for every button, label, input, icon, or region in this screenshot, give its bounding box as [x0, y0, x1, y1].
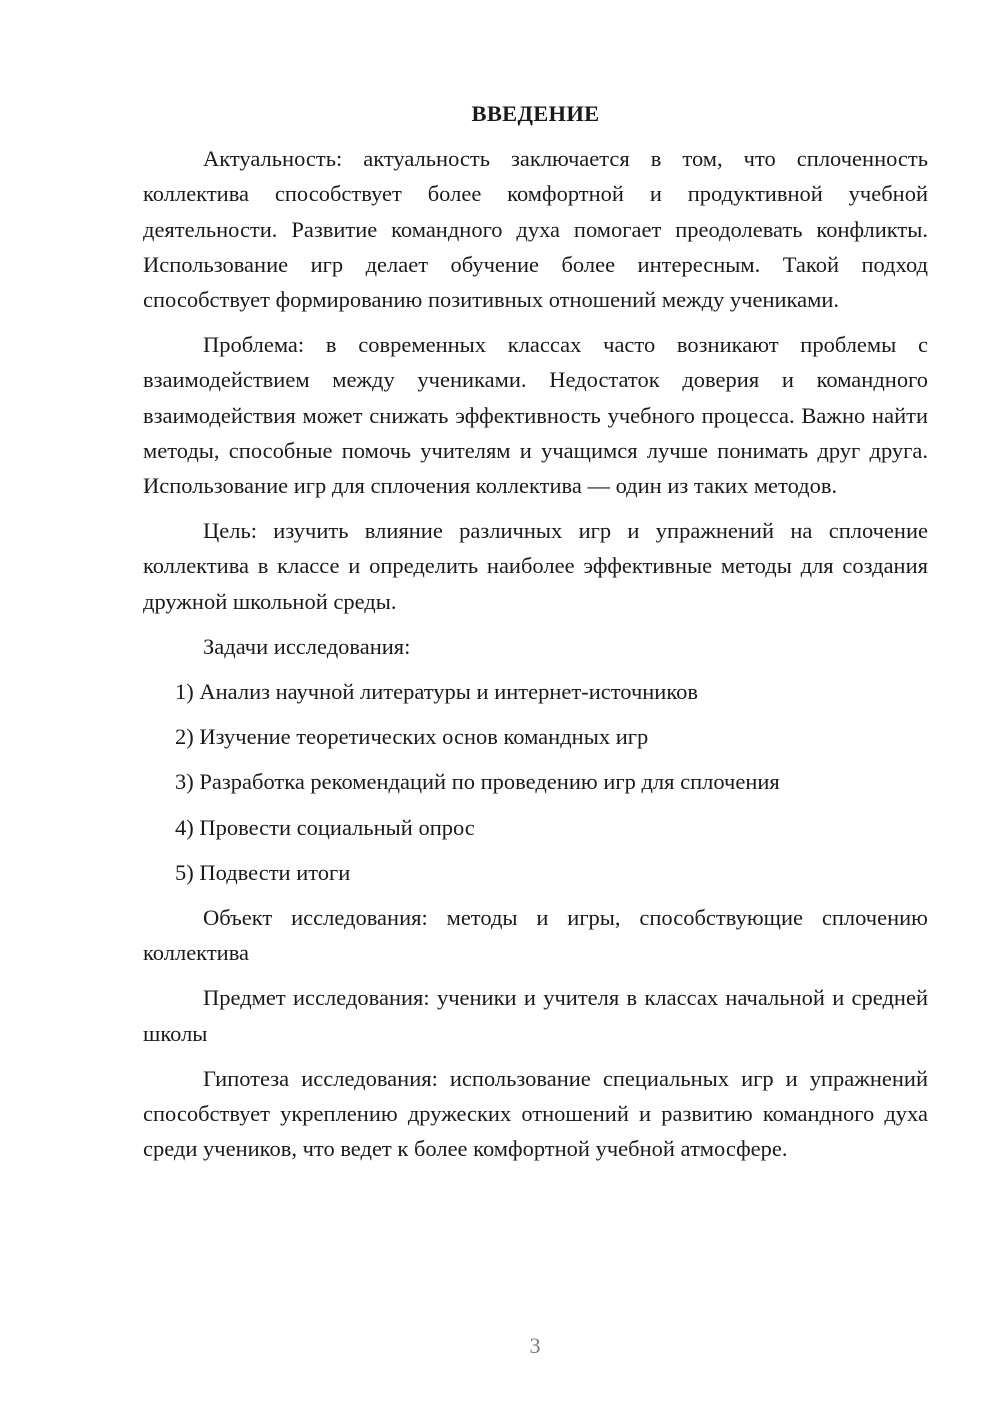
- paragraph-hypothesis: Гипотеза исследования: использование специальных игр и упражнений способствует укреплению дружеских отношений и развитию командного духа среди учеников, что ведет к более комфортной учебной атмосфере.: [143, 1065, 928, 1162]
- list-item: 2) Изучение теоретических основ командных игр: [175, 724, 649, 750]
- paragraph-object: Объект исследования: методы и игры, способствующие сплочению коллектива: [143, 905, 928, 966]
- paragraph-goal: Цель: изучить влияние различных игр и упражнений на сплочение коллектива в классе и определить наиболее эффективные методы для создания дружной школьной среды.: [143, 518, 928, 614]
- page-number: 3: [529, 1333, 541, 1358]
- list-item: 3) Разработка рекомендаций по проведению игр для сплочения: [175, 769, 780, 795]
- paragraph-problem: Проблема: в современных классах часто возникают проблемы с взаимодействием между учениками. Недостаток доверия и командного взаимодействия может снижать эффективность учебного процесса. Важно найти методы, способные помочь учителям и учащимся лучше понимать друг друга. Использование игр для сплочения коллектива — один из таких методов.: [143, 332, 928, 499]
- list-item: 1) Анализ научной литературы и интернет-источников: [175, 679, 699, 705]
- tasks-label: Задачи исследования:: [203, 633, 411, 659]
- tasks-list: [143, 674, 928, 890]
- list-item: 5) Подвести итоги: [175, 859, 351, 885]
- paragraph-subject: Предмет исследования: ученики и учителя в классах начальной и средней школы: [143, 985, 928, 1046]
- paragraph-relevance: Актуальность: актуальность заключается в том, что сплоченность коллектива способствует более комфортной и продуктивной учебной деятельности. Развитие командного духа помогает преодолевать конфликты. Использование игр делает обучение более интересным. Такой подход способствует формированию позитивных отношений между учениками.: [143, 146, 928, 313]
- list-item: 4) Провести социальный опрос: [175, 814, 475, 840]
- page-content: [143, 96, 928, 1176]
- page-title: ВВЕДЕНИЕ: [471, 101, 600, 126]
